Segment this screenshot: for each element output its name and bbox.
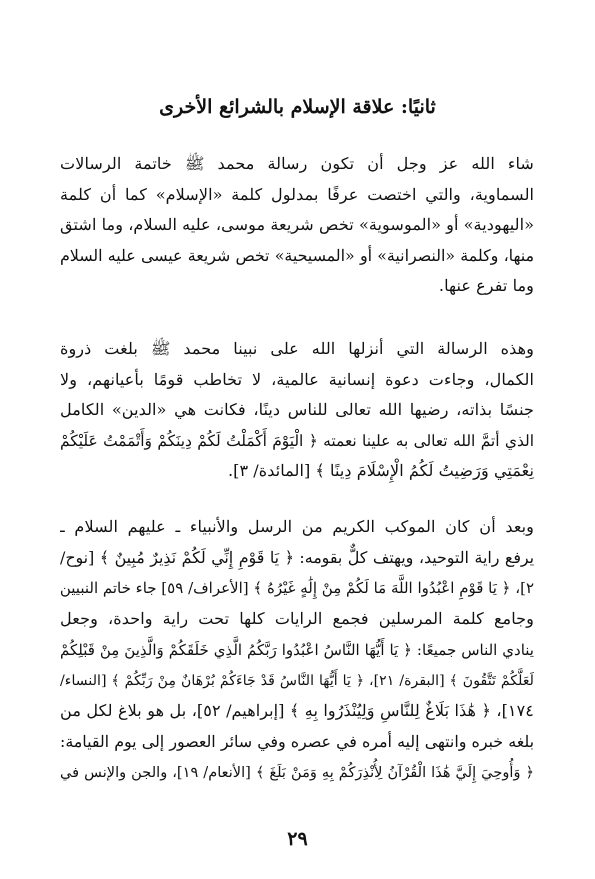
- text-line: لَعَلَّكُمْ تَتَّقُونَ ﴾ [البقرة/ ٢١]، ﴿ يَا أَيُّهَا النَّاسُ قَدْ جَاءَكُمْ بُرْهَانٌ مِنْ رَبِّكُمْ ﴾ [النساء/: [60, 672, 534, 689]
- page-number: ٢٩: [287, 828, 308, 850]
- text-line: وبعد أن كان الموكب الكريم من الرسل والأنبياء ـ عليهم السلام ـ: [60, 517, 534, 536]
- paragraph-3: [60, 512, 534, 788]
- text-line: وهذه الرسالة التي أنزلها الله على نبينا محمد ﷺ بلغت ذروة: [60, 339, 534, 358]
- section-heading: ثانيًا: علاقة الإسلام بالشرائع الأخرى: [159, 96, 436, 118]
- text-line: الذي أتمَّ الله تعالى به علينا نعمته ﴿ الْيَوْمَ أَكْمَلْتُ لَكُمْ دِينَكُمْ وَأَتْمَمْتُ عَلَيْكُمْ: [60, 431, 534, 450]
- text-line: ١٧٤]، ﴿ هَٰذَا بَلَاغٌ لِلنَّاسِ وَلِيُنْذَرُوا بِهِ ﴾ [إبراهيم/ ٥٢]، بل هو بلاغ لكل من: [60, 701, 534, 721]
- text-line: شاء الله عز وجل أن تكون رسالة محمد ﷺ خاتمة الرسالات: [60, 154, 534, 173]
- text-line: ٢]، ﴿ يَا قَوْمِ اعْبُدُوا اللَّهَ مَا لَكُمْ مِنْ إِلَٰهٍ غَيْرُهُ ﴾ [الأعراف/ ٥٩] جاء خاتم النبيين: [60, 579, 534, 598]
- text-line: الكمال، وجاءت دعوة إنسانية عالمية، لا تخاطب قومًا بأعيانهم، ولا: [60, 369, 534, 389]
- text-line: بلغه خبره وانتهى إليه أمره في عصره وفي سائر العصور إلى يوم القيامة:: [60, 731, 534, 751]
- text-line: منها، وكلمة «النصرانية» أو «المسيحية» تخص شريعة عيسى عليه السلام: [60, 245, 534, 265]
- text-line: يرفع راية التوحيد، ويهتف كلٌّ بقومه: ﴿ يَا قَوْمِ إِنِّي لَكُمْ نَذِيرٌ مُبِينٌ ﴾ [نوح/: [60, 547, 534, 567]
- text-line: السماوية، والتي اختصت عرفًا بمدلول كلمة «الإسلام» كما أن كلمة: [60, 184, 534, 204]
- text-line: ﴿ وَأُوحِيَ إِلَيَّ هَٰذَا الْقُرْآنُ لِأُنْذِرَكُمْ بِهِ وَمَنْ بَلَغَ ﴾ [الأنعام/ ١٩]، والجن والإنس في: [60, 763, 534, 781]
- text-line: جنسًا بذاته، رضيها الله تعالى للناس دينًا، فكانت هي «الدين» الكامل: [60, 400, 534, 420]
- text-line: «اليهودية» أو «الموسوية» تخص شريعة موسى، عليه السلام، وما اشتق: [60, 215, 534, 235]
- text-line: وما تفرع عنها.: [438, 276, 534, 296]
- text-line: وجامع كلمة المرسلين فجمع الرايات كلها تحت راية واحدة، وجعل: [60, 609, 534, 629]
- text-line: نِعْمَتِي وَرَضِيتُ لَكُمُ الْإِسْلَامَ دِينًا ﴾ [المائدة/ ٣].: [227, 461, 534, 481]
- paragraph-2: [60, 334, 534, 487]
- text-line: ينادي الناس جميعًا: ﴿ يَا أَيُّهَا النَّاسُ اعْبُدُوا رَبَّكُمُ الَّذِي خَلَقَكُمْ وَالَّذِينَ مِنْ قَبْلِكُمْ: [60, 640, 534, 659]
- paragraph-1: [60, 149, 534, 302]
